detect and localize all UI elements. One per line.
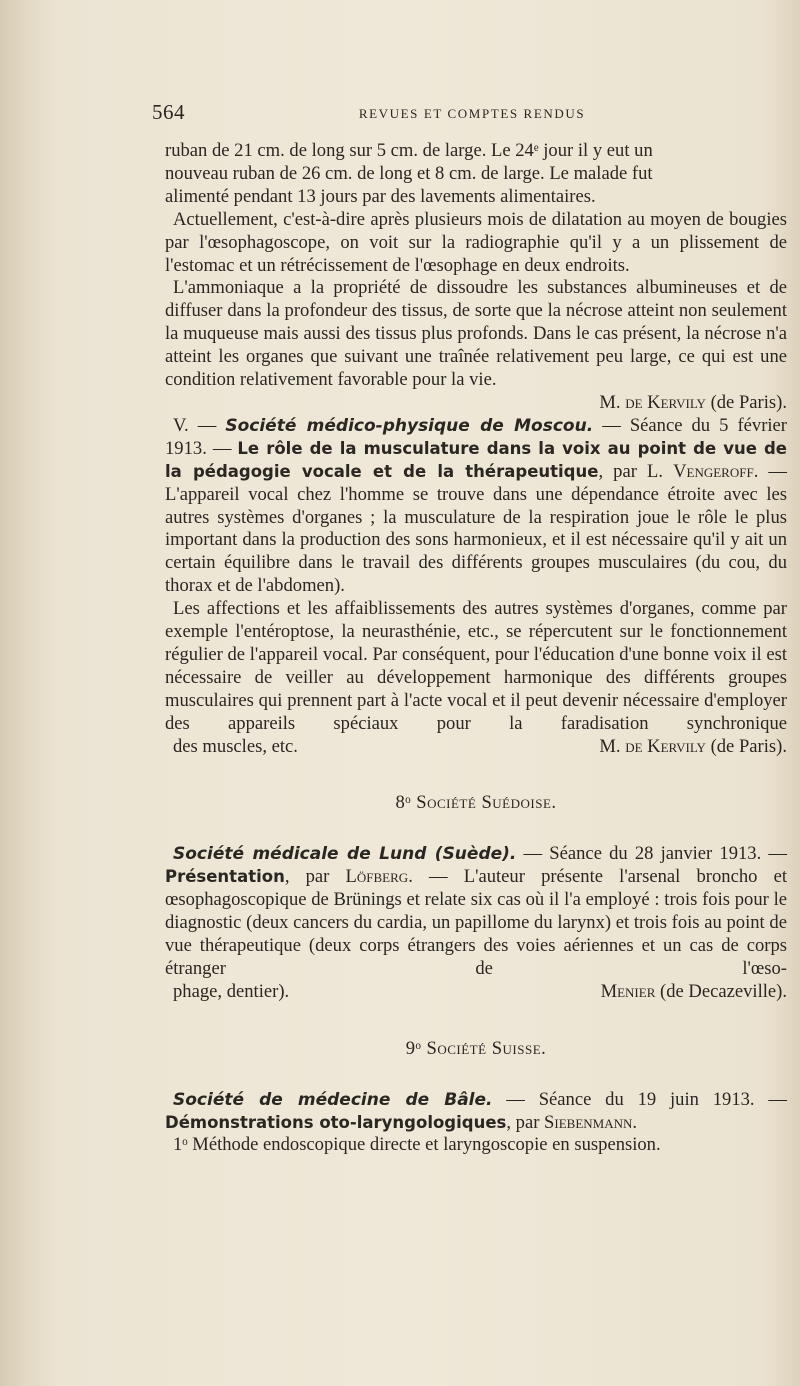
paragraph [165, 140, 787, 209]
paragraph: Actuellement, c'est-à-dire après plusieurs mois de dilatation au moyen de bougies par l'œsophagoscope, on voit sur la radiographie qu'il y a un plissement de l'estomac et un rétrécissement de l'œsophage en deux endroits. [165, 208, 787, 276]
society-name: Société médicale de Lund (Suède). [173, 844, 517, 865]
paragraph [165, 598, 787, 758]
signature-prefix: M. [599, 735, 626, 757]
paragraph [165, 1089, 787, 1135]
session-date: — Séance du 5 février 1913. — [165, 414, 787, 459]
body-text [165, 140, 787, 1157]
paragraph-body: . — L'auteur présente l'arsenal broncho et œsophagoscopique de Brünings et relate six cas où il l'a employé : trois fois pour le diagnostic (deux cancers du cardia, un papillome du larynx) et trois fois au point de vue thérapeutique (deux corps étrangers des voies aériennes et un cas de corps étranger de l'œso- [165, 866, 787, 979]
signature-particle: de [625, 391, 648, 413]
signature-prefix: M. [599, 391, 626, 413]
page-number: 564 [152, 100, 185, 124]
signature-place: (de Decazeville). [655, 980, 787, 1002]
signature-place: (de Paris). [705, 391, 787, 413]
running-head: REVUES ET COMPTES RENDUS [358, 106, 586, 121]
paragraph-body: . — L'appareil vocal chez l'homme se trouve dans une dépendance étroite avec les autres systèmes d'organes ; la musculature de la respiration joue le rôle le plus important dans la production des sons harmonieux, et il est nécessaire qu'il y ait un certain équilibre dans le travail des différents groupes musculaires (du cou, du thorax et de l'abdomen). [165, 460, 788, 597]
signature [165, 392, 787, 415]
section-heading: 8ᵒ Société Suédoise. [395, 792, 557, 814]
signature-place: (de Paris). [705, 735, 787, 757]
society-name: Société de médecine de Bâle. [173, 1089, 493, 1110]
byline: , par L. [598, 460, 674, 482]
signature-name: Kervily [647, 735, 706, 757]
text-line: nouveau ruban de 26 cm. de long et 8 cm. de large. Le malade fut [165, 162, 653, 184]
society-name: Société médico-physique de Moscou. [225, 415, 594, 436]
text-line: ruban de 21 cm. de long sur 5 cm. de large. Le 24ᵉ jour il y eut un [165, 140, 653, 161]
signature-name: Kervily [647, 391, 706, 413]
article-title: Le rôle de la musculature dans la voix au point de vue de la pédagogie vocale et de la thérapeutique [165, 438, 788, 481]
page-header [152, 100, 792, 128]
article-title: Démonstrations oto-laryngologiques [165, 1112, 507, 1132]
punctuation: . [632, 1111, 638, 1133]
paragraph-end: phage, dentier). [173, 980, 290, 1002]
author-name: Vengeroff [673, 460, 754, 482]
paragraph-body: Les affections et les affaiblissements des autres systèmes d'organes, comme par exemple l'entéroptose, la neurasthénie, etc., se répercutent sur le fonctionnement régulier de l'appareil vocal. Par conséquent, pour l'éducation d'une bonne voix il est nécessaire de veiller au développement harmonique des différents groupes musculaires qui prennent part à l'acte vocal et il peut devenir nécessaire d'employer des appareils spéciaux pour la faradisation synchronique [165, 598, 787, 734]
article-title: Présentation [165, 867, 285, 887]
paragraph [165, 415, 787, 598]
author-name: Siebenmann [544, 1111, 633, 1133]
section-heading: 9ᵒ Société Suisse. [405, 1037, 547, 1059]
byline: , par [506, 1111, 545, 1133]
signature-name: Menier [600, 980, 656, 1002]
paragraph: L'ammoniaque a la propriété de dissoudre les substances albumineuses et de diffuser dans la profondeur des tissus, de sorte que la nécrose atteint non seulement la muqueuse mais aussi des tissus plus profonds. Dans le cas présent, la nécrose n'a atteint les organes que suivant une traînée relativement peu large, ce qui est une condition relativement favorable pour la vie. [165, 277, 787, 391]
session-date: — Séance du 28 janvier 1913. — [516, 843, 787, 865]
signature-particle: de [625, 735, 648, 757]
author-name: Löfberg [345, 866, 409, 888]
paragraph: 1ᵒ Méthode endoscopique directe et laryngoscopie en suspension. [173, 1134, 661, 1156]
byline: , par [284, 866, 346, 888]
session-date: — Séance du 19 juin 1913. — [492, 1088, 787, 1110]
text-line: alimenté pendant 13 jours par des lavements alimentaires. [165, 185, 596, 207]
paragraph-end: des muscles, etc. [173, 735, 298, 757]
paragraph [165, 843, 787, 1003]
section-number: V. — [173, 414, 226, 436]
